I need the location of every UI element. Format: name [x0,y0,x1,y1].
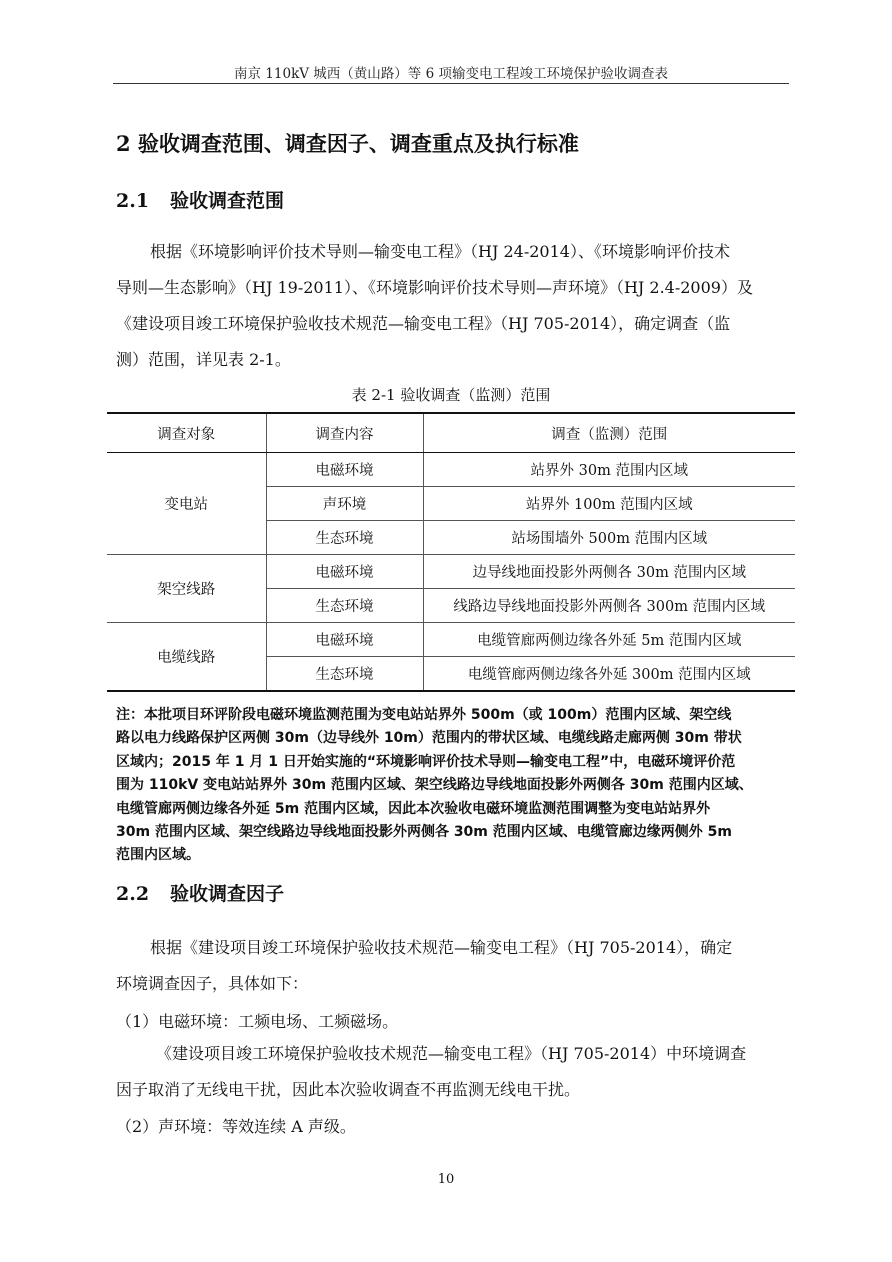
page-number: 10 [437,1172,455,1187]
subsection-2-1-heading [116,186,284,213]
section-title: 2 验收调查范围、调查因子、调查重点及执行标准 [116,131,579,156]
range-cell: 站场围墙外 500m 范围内区域 [423,521,795,555]
note-line: 注：本批项目环评阶段电磁环境监测范围为变电站站界外 500m（或 100m）范围内区域、架空线 [116,707,732,723]
column-header: 调查（监测）范围 [423,413,795,453]
range-cell: 线路边导线地面投影外两侧各 300m 范围内区域 [423,589,795,623]
table-note [116,704,792,868]
paragraph-line: 根据《环境影响评价技术导则—输变电工程》（HJ 24-2014）、《环境影响评价技术 [150,242,730,261]
paragraph-line: 测）范围，详见表 2-1。 [116,350,291,369]
table-row [107,555,795,589]
factors-paragraph [116,930,788,1002]
note-line: 围为 110kV 变电站站界外 30m 范围内区域、架空线路边导线地面投影外两侧各 30m 范围内区域、 [116,777,753,794]
paragraph-line: 环境调查因子，具体如下： [116,974,309,993]
table-row [107,453,795,487]
subsection-number: 2.1 [116,190,150,212]
factor-item-electromagnetic: （1）电磁环境：工频电场、工频磁场。 [116,1012,399,1031]
paragraph-line: 《建设项目竣工环境保护验收技术规范—输变电工程》（HJ 705-2014）中环境调查 [156,1044,747,1063]
paragraph-line: 根据《建设项目竣工环境保护验收技术规范—输变电工程》（HJ 705-2014），确定 [150,938,733,957]
subsection-2-2-heading [116,879,284,906]
object-cell: 变电站 [107,453,266,555]
paragraph-line: 因子取消了无线电干扰，因此本次验收调查不再监测无线电干扰。 [116,1080,581,1099]
running-header: 南京 110kV 城西（黄山路）等 6 项输变电工程竣工环境保护验收调查表 [234,66,668,82]
scope-paragraph [116,234,788,378]
content-cell: 电磁环境 [266,555,423,589]
content-cell: 声环境 [266,487,423,521]
object-cell: 架空线路 [107,555,266,623]
content-cell: 电磁环境 [266,453,423,487]
subsection-number: 2.2 [116,883,150,905]
factor-item-acoustic: （2）声环境：等效连续 A 声级。 [116,1117,356,1136]
table-row [107,623,795,657]
range-cell: 边导线地面投影外两侧各 30m 范围内区域 [423,555,795,589]
header-divider [113,83,789,84]
electromagnetic-paragraph [116,1036,788,1108]
object-cell: 电缆线路 [107,623,266,692]
subsection-title: 验收调查范围 [170,190,285,212]
range-cell: 电缆管廊两侧边缘各外延 5m 范围内区域 [423,623,795,657]
column-header: 调查内容 [266,413,423,453]
subsection-title: 验收调查因子 [170,883,285,905]
range-cell: 电缆管廊两侧边缘各外延 300m 范围内区域 [423,657,795,692]
note-line: 范围内区域。 [116,847,200,864]
range-cell: 站界外 30m 范围内区域 [423,453,795,487]
note-line: 电缆管廊两侧边缘各外延 5m 范围内区域，因此本次验收电磁环境监测范围调整为变电站站界外 [116,800,711,817]
content-cell: 生态环境 [266,589,423,623]
content-cell: 生态环境 [266,657,423,692]
note-line: 区域内；2015 年 1 月 1 日开始实施的“环境影响评价技术导则—输变电工程”中，电磁环境评价范 [116,753,736,770]
paragraph-line: 《建设项目竣工环境保护验收技术规范—输变电工程》（HJ 705-2014），确定调查（监 [116,314,731,333]
note-line: 30m 范围内区域、架空线路边导线地面投影外两侧各 30m 范围内区域、电缆管廊边缘两侧外 5m [116,824,732,841]
scope-table [107,412,795,692]
content-cell: 生态环境 [266,521,423,555]
paragraph-line: 导则—生态影响》（HJ 19-2011）、《环境影响评价技术导则—声环境》（HJ 2.4-2009）及 [116,278,753,297]
range-cell: 站界外 100m 范围内区域 [423,487,795,521]
note-line: 路以电力线路保护区两侧 30m（边导线外 10m）范围内的带状区域、电缆线路走廊两侧 30m 带状 [116,730,742,747]
table-header-row [107,413,795,453]
table-caption: 表 2-1 验收调查（监测）范围 [351,386,551,404]
column-header: 调查对象 [107,413,266,453]
content-cell: 电磁环境 [266,623,423,657]
